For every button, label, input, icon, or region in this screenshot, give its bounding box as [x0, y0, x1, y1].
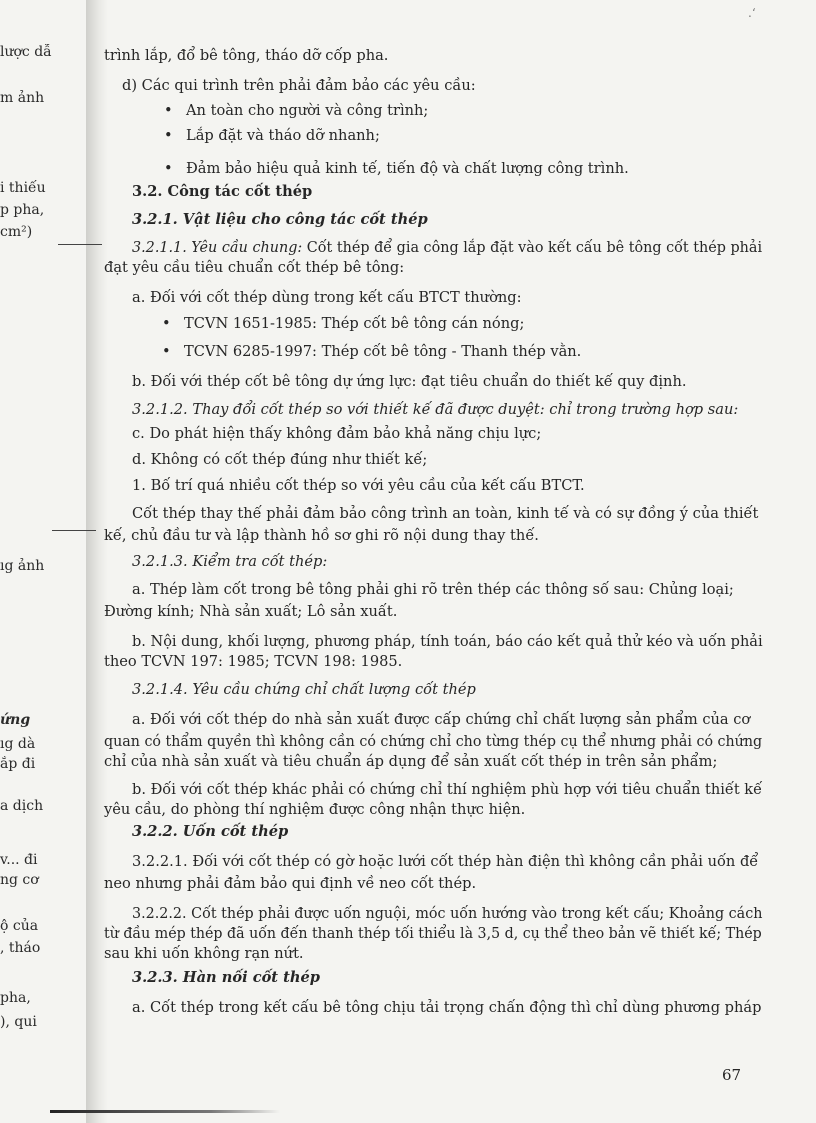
subsection-heading: 3.2.3. Hàn nối cốt thép [132, 969, 320, 986]
margin-fragment: , tháo [0, 940, 41, 956]
body-line: a. Thép làm cốt trong bê tông phải ghi rõ trên thép các thông số sau: Chủng loại; [132, 581, 734, 598]
body-line: a. Đối với cốt thép do nhà sản xuất được cấp chứng chỉ chất lượng sản phẩm của cơ [132, 711, 751, 728]
inline-heading: 3.2.1.1. Yêu cầu chung: [132, 239, 303, 256]
margin-fragment: v... đi [0, 852, 38, 868]
margin-fragment: cm²) [0, 224, 33, 240]
body-line: 3.2.2.1. Đối với cốt thép có gờ hoặc lưới cốt thép hàn điện thì không cần phải uốn để [132, 853, 759, 870]
margin-fragment: lược dẫ [0, 44, 52, 60]
list-intro: d) Các qui trình trên phải đảm bảo các yêu cầu: [122, 77, 476, 94]
margin-fragment: p pha, [0, 202, 45, 218]
body-line: Đường kính; Nhà sản xuất; Lô sản xuất. [104, 603, 398, 620]
subsubsection-heading: 3.2.1.4. Yêu cầu chứng chỉ chất lượng cốt thép [132, 681, 476, 698]
margin-rule [58, 244, 102, 245]
margin-fragment: ), qui [0, 1014, 37, 1030]
margin-fragment: m ảnh [0, 90, 45, 106]
margin-fragment: ıg dà [0, 736, 36, 752]
body-line: từ đầu mép thép đã uốn đến thanh thép tối thiểu là 3,5 d, cụ thể theo bản vẽ thiết kế; Thép [104, 925, 762, 942]
inline-text: Cốt thép để gia công lắp đặt vào kết cấu bê tông cốt thép phải [302, 239, 763, 256]
page-number: 67 [722, 1066, 742, 1084]
body-line: c. Do phát hiện thấy không đảm bảo khả năng chịu lực; [132, 425, 542, 442]
body-line: sau khi uốn không rạn nứt. [104, 945, 304, 962]
body-line [132, 238, 762, 257]
margin-fragment: a dịch [0, 798, 44, 814]
bullet-item: • TCVN 6285-1997: Thép cốt bê tông - Thanh thép vằn. [184, 342, 581, 361]
margin-rule [52, 530, 96, 531]
margin-fragment: ıg ảnh [0, 558, 45, 574]
body-line: theo TCVN 197: 1985; TCVN 198: 1985. [104, 653, 403, 670]
subsubsection-heading: 3.2.1.2. Thay đổi cốt thép so với thiết kế đã được duyệt: chỉ trong trường hợp sau: [132, 401, 739, 418]
body-line: b. Đối với thép cốt bê tông dự ứng lực: đạt tiêu chuẩn do thiết kế quy định. [132, 373, 687, 390]
body-line: d. Không có cốt thép đúng như thiết kế; [132, 451, 428, 468]
body-line: yêu cầu, do phòng thí nghiệm được công nhận thực hiện. [104, 801, 526, 818]
bullet-item: • Đảm bảo hiệu quả kinh tế, tiến độ và chất lượng công trình. [186, 159, 629, 178]
body-line: 1. Bố trí quá nhiều cốt thép so với yêu cầu của kết cấu BTCT. [132, 477, 585, 494]
bullet-item: • TCVN 1651-1985: Thép cốt bê tông cán nóng; [184, 314, 524, 333]
body-line: chỉ của nhà sản xuất và tiêu chuẩn áp dụng để sản xuất cốt thép in trên sản phẩm; [104, 753, 718, 770]
margin-fragment: i thiếu [0, 180, 46, 196]
body-line: neo nhưng phải đảm bảo qui định về neo cốt thép. [104, 875, 477, 892]
section-heading: 3.2. Công tác cốt thép [132, 183, 313, 200]
body-line: đạt yêu cầu tiêu chuẩn cốt thép bê tông: [104, 259, 405, 276]
body-line: a. Đối với cốt thép dùng trong kết cấu BTCT thường: [132, 289, 522, 306]
bullet-item: • An toàn cho người và công trình; [186, 101, 428, 120]
body-line: Cốt thép thay thế phải đảm bảo công trình an toàn, kinh tế và có sự đồng ý của thiết [132, 505, 759, 522]
body-line: kế, chủ đầu tư và lập thành hồ sơ ghi rõ nội dung thay thế. [104, 527, 539, 544]
margin-fragment: ng cơ [0, 872, 39, 888]
corner-mark: .‘ [748, 6, 756, 20]
subsection-heading: 3.2.2. Uốn cốt thép [132, 823, 289, 840]
body-line: a. Cốt thép trong kết cấu bê tông chịu tải trọng chấn động thì chỉ dùng phương pháp [132, 999, 762, 1016]
body-line: b. Đối với cốt thép khác phải có chứng chỉ thí nghiệm phù hợp với tiêu chuẩn thiết kế [132, 781, 763, 798]
margin-fragment: ộ của [0, 918, 39, 934]
margin-fragment: pha, [0, 990, 31, 1006]
subsection-heading: 3.2.1. Vật liệu cho công tác cốt thép [132, 211, 428, 228]
bottom-rule [50, 1110, 280, 1113]
body-line: trình lắp, đổ bê tông, tháo dỡ cốp pha. [104, 47, 389, 64]
margin-fragment: ứng [0, 712, 31, 728]
bullet-item: • Lắp đặt và tháo dỡ nhanh; [186, 126, 380, 145]
subsubsection-heading: 3.2.1.3. Kiểm tra cốt thép: [132, 553, 328, 570]
body-line: quan có thẩm quyền thì không cần có chứng chỉ cho từng thép cụ thể nhưng phải có chứng [104, 733, 763, 750]
body-line: b. Nội dung, khối lượng, phương pháp, tính toán, báo cáo kết quả thử kéo và uốn phải [132, 633, 763, 650]
body-line: 3.2.2.2. Cốt thép phải được uốn nguội, móc uốn hướng vào trong kết cấu; Khoảng cách [132, 905, 763, 922]
margin-fragment: ắp đi [0, 756, 36, 772]
